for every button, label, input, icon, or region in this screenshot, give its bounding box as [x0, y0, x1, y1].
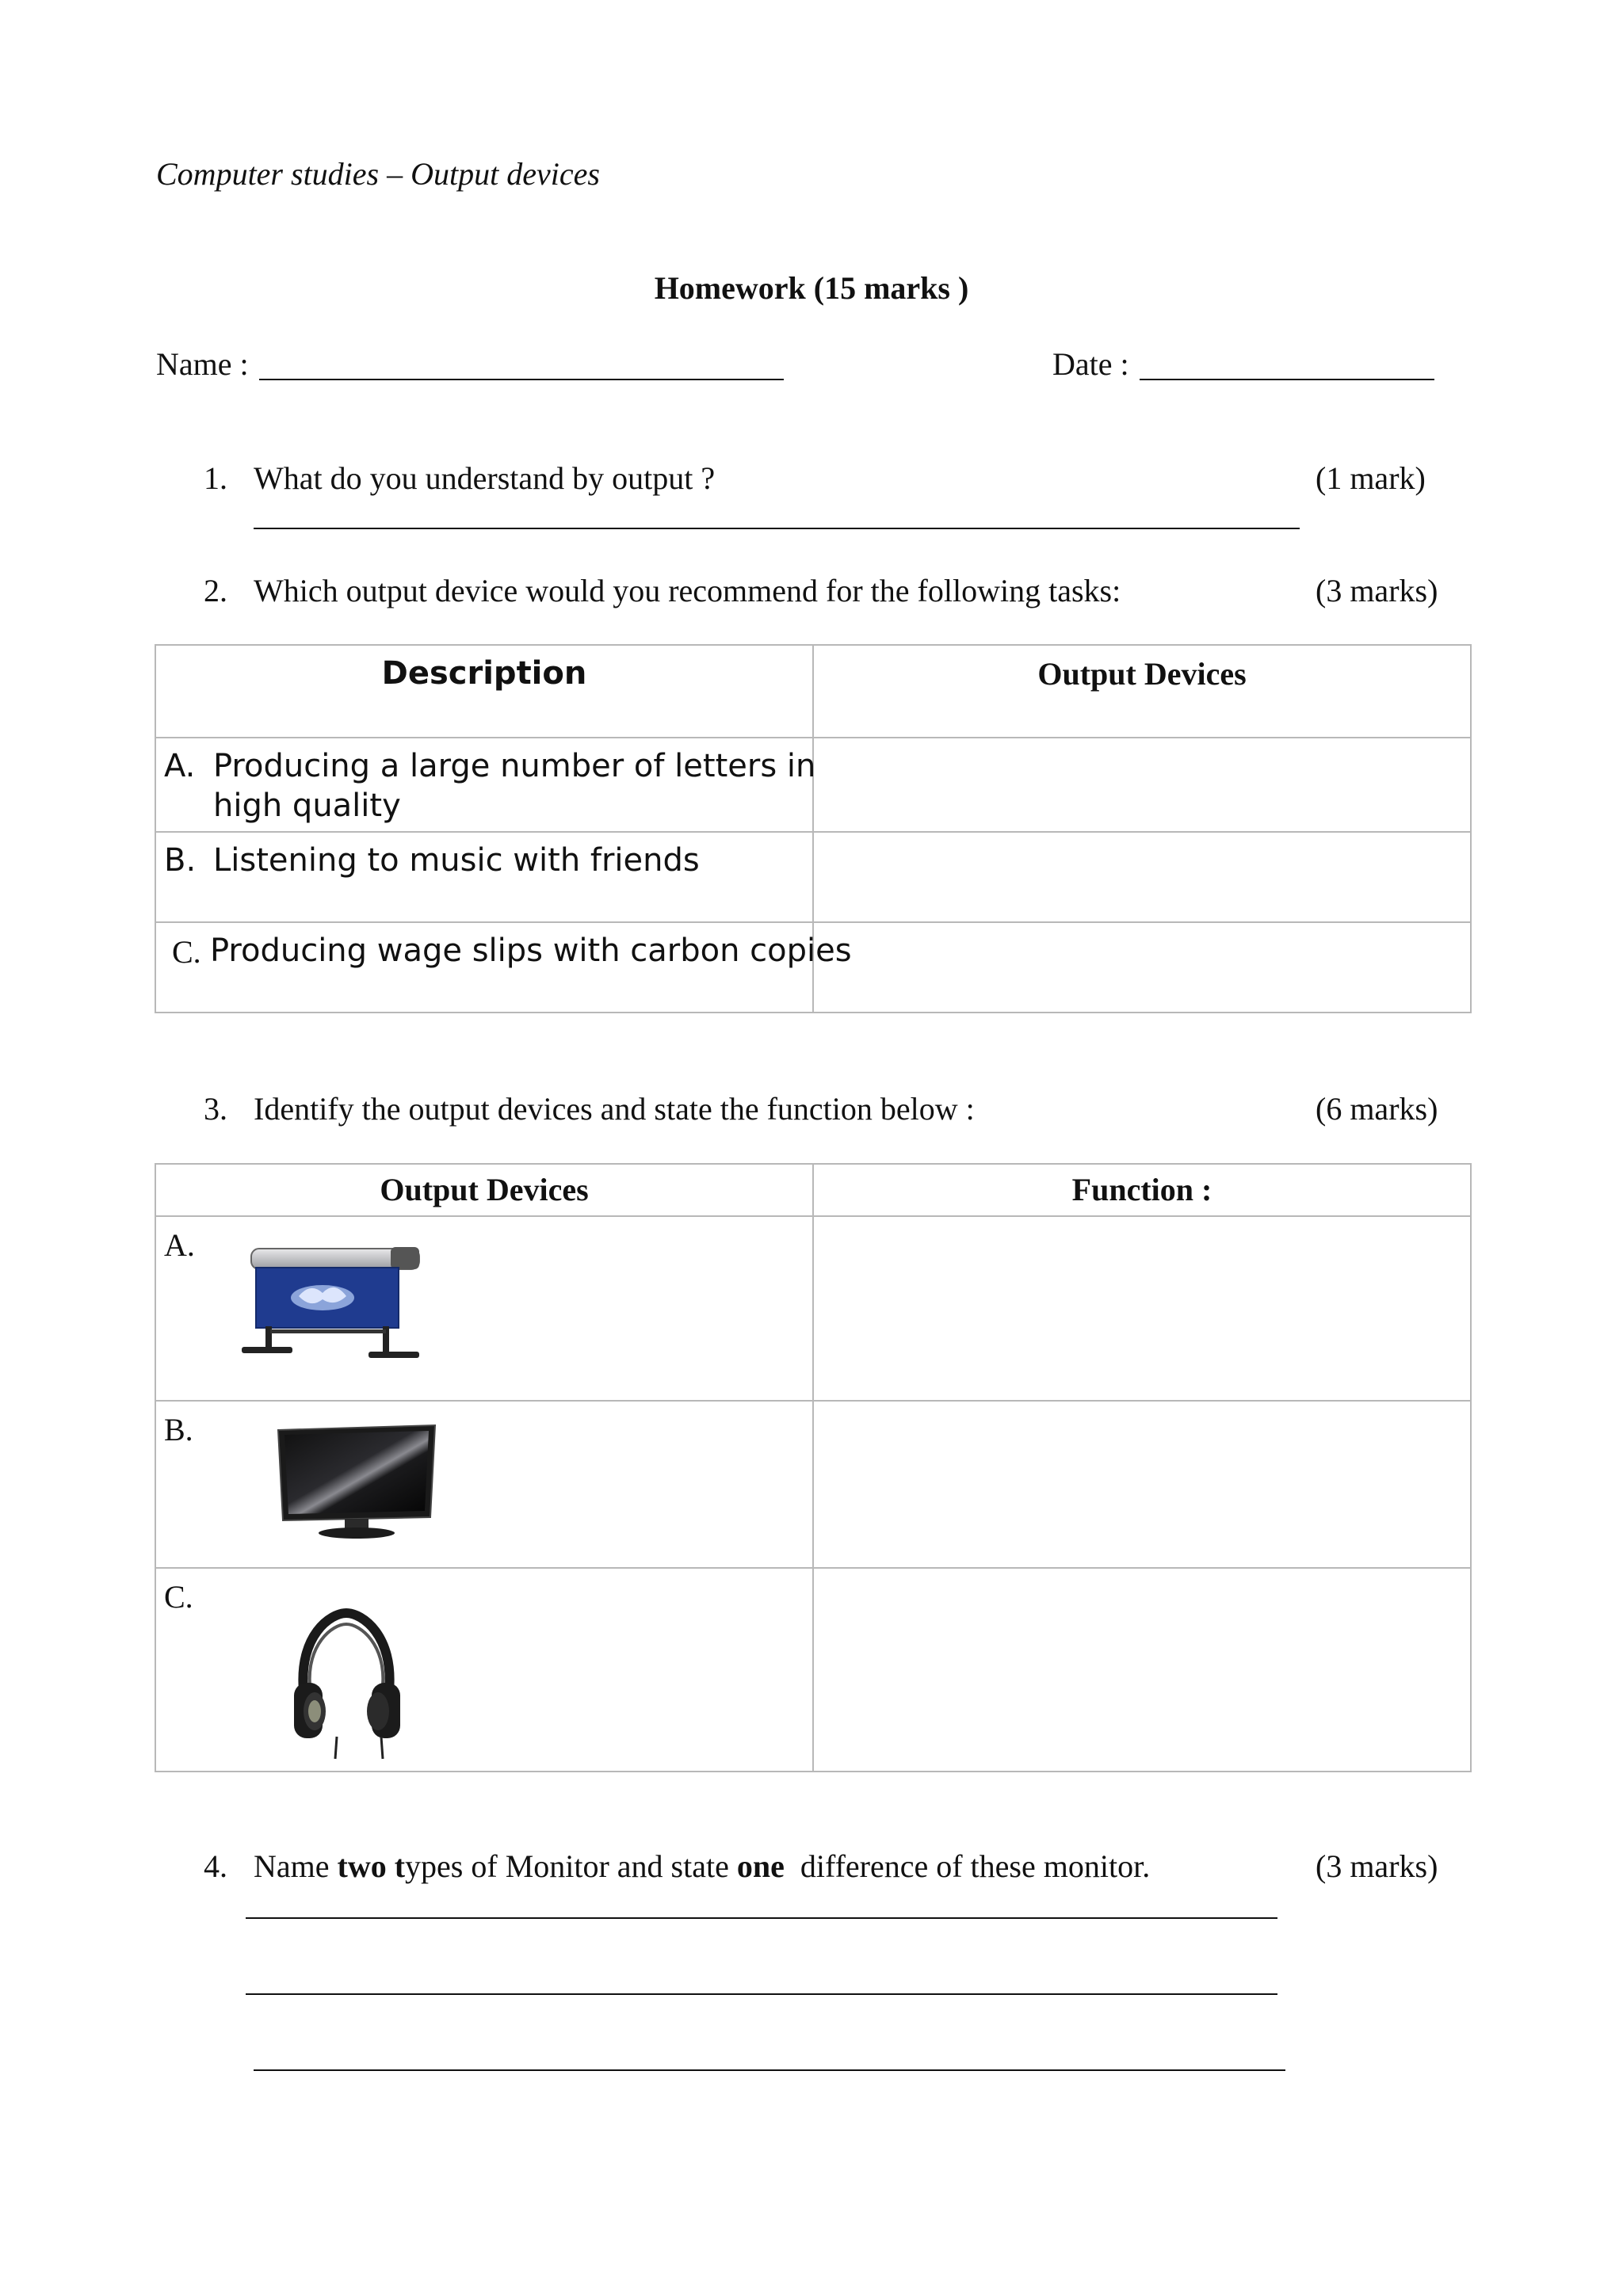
- q1-marks: (1 mark): [1316, 460, 1426, 496]
- headphones-image: [283, 1604, 410, 1762]
- row-c-letter: C.: [172, 934, 201, 970]
- date-label: Date :: [1052, 346, 1129, 382]
- name-field-line[interactable]: [259, 379, 784, 380]
- table-row: [155, 1216, 813, 1401]
- table-row: [155, 832, 813, 922]
- row-b-answer-cell[interactable]: [813, 832, 1471, 922]
- document-subtitle: Computer studies – Output devices: [156, 156, 600, 192]
- table-row: [155, 1401, 813, 1568]
- q4-answer-line-2[interactable]: [246, 1993, 1277, 1995]
- date-field-line[interactable]: [1140, 379, 1434, 380]
- row-a-answer-cell[interactable]: [813, 738, 1471, 832]
- table-row: [155, 1568, 813, 1772]
- row-b-line1: Listening to music with friends: [213, 842, 700, 879]
- q1-number: 1.: [204, 460, 227, 496]
- q2-text: Which output device would you recommend for the following tasks:: [254, 573, 1121, 608]
- q4-bold-one: one: [736, 1848, 785, 1884]
- plotter-image: [235, 1242, 426, 1369]
- output-devices-header-2: Output Devices: [380, 1172, 589, 1207]
- description-header: Description: [381, 655, 587, 692]
- name-label: Name :: [156, 346, 249, 382]
- identify-devices-table: [155, 1163, 1472, 1772]
- q4-bold-two: two t: [337, 1848, 406, 1884]
- function-header: Function :: [1071, 1172, 1212, 1207]
- function-header-cell: [813, 1164, 1471, 1216]
- row-a-letter-2: A.: [164, 1227, 195, 1263]
- q4-text-c: difference of these monitor.: [784, 1848, 1151, 1884]
- q1-answer-line[interactable]: [254, 528, 1300, 529]
- row-b-function-cell[interactable]: [813, 1401, 1471, 1568]
- row-a-function-cell[interactable]: [813, 1216, 1471, 1401]
- output-devices-header-cell: [813, 645, 1471, 738]
- row-c-answer-cell[interactable]: [813, 922, 1471, 1013]
- tasks-table: [155, 644, 1472, 1013]
- row-c-line1: Producing wage slips with carbon copies: [210, 933, 852, 969]
- q3-text: Identify the output devices and state the function below :: [254, 1091, 975, 1127]
- q3-number: 3.: [204, 1091, 227, 1127]
- q4-marks: (3 marks): [1316, 1848, 1438, 1884]
- q2-marks: (3 marks): [1316, 573, 1438, 608]
- row-a-line1: Producing a large number of letters in: [213, 748, 816, 784]
- q3-marks: (6 marks): [1316, 1091, 1438, 1127]
- q4-answer-line-1[interactable]: [246, 1917, 1277, 1919]
- row-b-letter: B.: [164, 842, 197, 879]
- table-row: [155, 738, 816, 832]
- table-row: [155, 922, 852, 1013]
- row-c-letter-2: C.: [164, 1579, 193, 1615]
- output-devices-header-cell: [155, 1164, 813, 1216]
- q4-number: 4.: [204, 1848, 227, 1884]
- row-a-letter: A.: [164, 748, 196, 784]
- row-b-letter-2: B.: [164, 1412, 193, 1447]
- homework-title: Homework (15 marks ): [654, 270, 969, 306]
- monitor-image: [273, 1424, 440, 1543]
- q4-text: [254, 1848, 1150, 1886]
- q2-number: 2.: [204, 573, 227, 608]
- row-a-line2: high quality: [213, 788, 401, 824]
- q4-answer-line-3[interactable]: [254, 2069, 1285, 2071]
- q4-text-a: Name: [254, 1848, 338, 1884]
- q1-text: What do you understand by output ?: [254, 460, 716, 496]
- output-devices-header: Output Devices: [1037, 656, 1247, 692]
- description-header-cell: [155, 645, 813, 738]
- q4-text-b: ypes of Monitor and state: [405, 1848, 737, 1884]
- row-c-function-cell[interactable]: [813, 1568, 1471, 1772]
